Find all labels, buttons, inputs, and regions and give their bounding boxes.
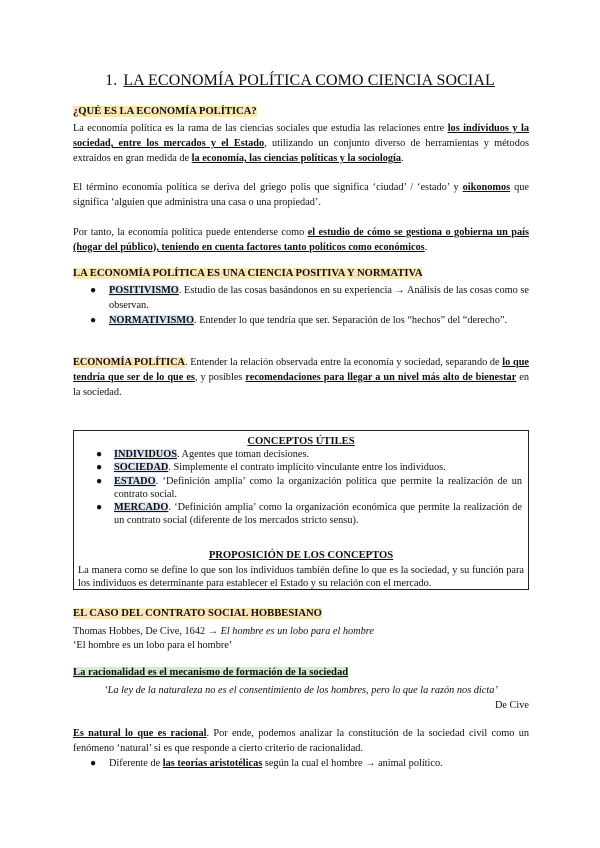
italic-text: El hombre es un lobo para el hombre xyxy=(220,626,374,637)
definition: . Estudio de las cosas basándonos en su experiencia → Análisis de las cosas como se observan. xyxy=(109,285,529,311)
heading-text: LA ECONOMÍA POLÍTICA ES UNA CIENCIA POSITIVA Y NORMATIVA xyxy=(73,268,423,279)
emphasis: oikonomos xyxy=(462,182,511,193)
quote: ‘La ley de la naturaleza no es el consentimiento de los hombres, pero lo que la razón nos dicta’ xyxy=(104,685,498,696)
concepts-box xyxy=(73,430,529,590)
paragraph-economia-politica xyxy=(73,355,529,400)
emphasis: el estudio de cómo se gestiona o gobierna un país (hogar del público), teniendo en cuenta factores tanto políticos como económicos xyxy=(73,227,530,253)
page-title xyxy=(0,72,600,90)
text: Diferente de xyxy=(109,758,163,769)
text: . Por ende, podemos analizar la constitución de la sociedad civil como un fenómeno ‘natural’ si es que responde a cierto criterio de racionalidad. xyxy=(73,728,529,754)
bullet-icon: ● xyxy=(96,449,103,460)
definition: . Simplemente el contrato implícito vinculante entre los individuos. xyxy=(168,462,446,474)
list-item xyxy=(82,475,522,502)
bullet-icon: ● xyxy=(90,285,97,296)
emphasis: la economía, las ciencias políticas y la sociología xyxy=(191,153,402,164)
definition: . Entender lo que tendría que ser. Separación de los “hechos” del “derecho”. xyxy=(194,315,508,326)
paragraph-etymology xyxy=(73,180,529,210)
emphasis: las teorías aristotélicas xyxy=(162,758,263,769)
section-number: 1. xyxy=(105,72,118,89)
hobbes-translation: ‘El hombre es un lobo para el hombre’ xyxy=(73,640,233,651)
text: según la cual el hombre → animal político. xyxy=(262,758,443,769)
paragraph-natural xyxy=(73,726,529,756)
quote-source: De Cive xyxy=(494,700,529,711)
subheading-racionalidad xyxy=(73,667,348,678)
box-paragraph: La manera como se define lo que son los individuos también define lo que es la sociedad, y su función para los individuos es determinante para establecer el Estado y su relación con el mercado. xyxy=(78,565,524,590)
definition: . ‘Definición amplia’ como la organización económica que permite la realización de un contrato social (diferente de los mercados stricto sensu). xyxy=(114,502,522,527)
list-aristoteles xyxy=(73,756,529,771)
list-item xyxy=(73,283,529,313)
hobbes-reference xyxy=(73,624,529,639)
term: INDIVIDUOS xyxy=(114,449,177,460)
paragraph-definition xyxy=(73,121,529,166)
box-heading-proposicion: PROPOSICIÓN DE LOS CONCEPTOS xyxy=(208,550,394,561)
term: SOCIEDAD xyxy=(114,462,169,474)
list-item xyxy=(73,313,529,328)
bullet-icon: ● xyxy=(96,475,103,487)
text: en la sociedad. xyxy=(73,372,529,398)
heading-que-es xyxy=(73,106,257,117)
text: La economía política es la rama de las ciencias sociales que estudia las relaciones entre xyxy=(73,123,448,134)
term: ECONOMÍA POLÍTICA xyxy=(73,357,185,368)
text: que significa ‘alguien que administra una casa o una propiedad’. xyxy=(73,182,529,208)
paragraph-conclusion xyxy=(73,225,529,255)
title-text: LA ECONOMÍA POLÍTICA COMO CIENCIA SOCIAL xyxy=(123,72,495,89)
term: NORMATIVISMO xyxy=(109,315,195,326)
text: . Entender la relación observada entre la economía y sociedad, separando de xyxy=(184,357,503,368)
box-heading-conceptos: CONCEPTOS ÚTILES xyxy=(247,436,355,447)
text: El término economía política se deriva del griego polis que significa ‘ciudad’ / ‘estado’ y xyxy=(73,182,463,193)
list-item xyxy=(82,461,522,474)
emphasis: Es natural lo que es racional xyxy=(73,728,207,739)
bullet-icon: ● xyxy=(90,315,97,326)
concepts-list xyxy=(82,448,522,528)
heading-positiva-normativa xyxy=(73,268,422,279)
text: . xyxy=(424,242,428,253)
subheading-text: La racionalidad es el mecanismo de formación de la sociedad xyxy=(73,667,349,678)
text: , y posibles xyxy=(194,372,246,383)
heading-text: ¿QUÉ ES LA ECONOMÍA POLÍTICA? xyxy=(73,106,257,117)
term: ESTADO xyxy=(114,475,156,487)
text: Por tanto, la economía política puede entenderse como xyxy=(73,227,308,238)
bullet-icon: ● xyxy=(90,758,97,769)
emphasis: los individuos y la sociedad, entre los mercados y el Estado xyxy=(73,123,529,149)
term: MERCADO xyxy=(114,502,169,514)
list-item xyxy=(82,448,522,461)
heading-text: EL CASO DEL CONTRATO SOCIAL HOBBESIANO xyxy=(73,608,322,619)
list-item xyxy=(82,501,522,528)
text: Thomas Hobbes, De Cive, 1642 → xyxy=(73,626,221,637)
emphasis: lo que tendría que ser de lo que es xyxy=(73,357,529,383)
bullet-icon: ● xyxy=(96,502,103,514)
term: POSITIVISMO xyxy=(109,285,179,296)
heading-hobbes xyxy=(73,608,322,619)
list-ciencia xyxy=(73,283,529,328)
emphasis: recomendaciones para llegar a un nivel más alto de bienestar xyxy=(245,372,517,383)
text: . xyxy=(401,153,404,164)
definition: . Agentes que toman decisiones. xyxy=(176,449,310,460)
list-item xyxy=(73,756,529,771)
bullet-icon: ● xyxy=(96,462,103,474)
definition: . ‘Definición amplia’ como la organización política que permite la realización de un contrato social. xyxy=(114,475,522,500)
text: , utilizando un conjunto diverso de herramientas y métodos extraídos en gran medida de xyxy=(73,138,529,164)
